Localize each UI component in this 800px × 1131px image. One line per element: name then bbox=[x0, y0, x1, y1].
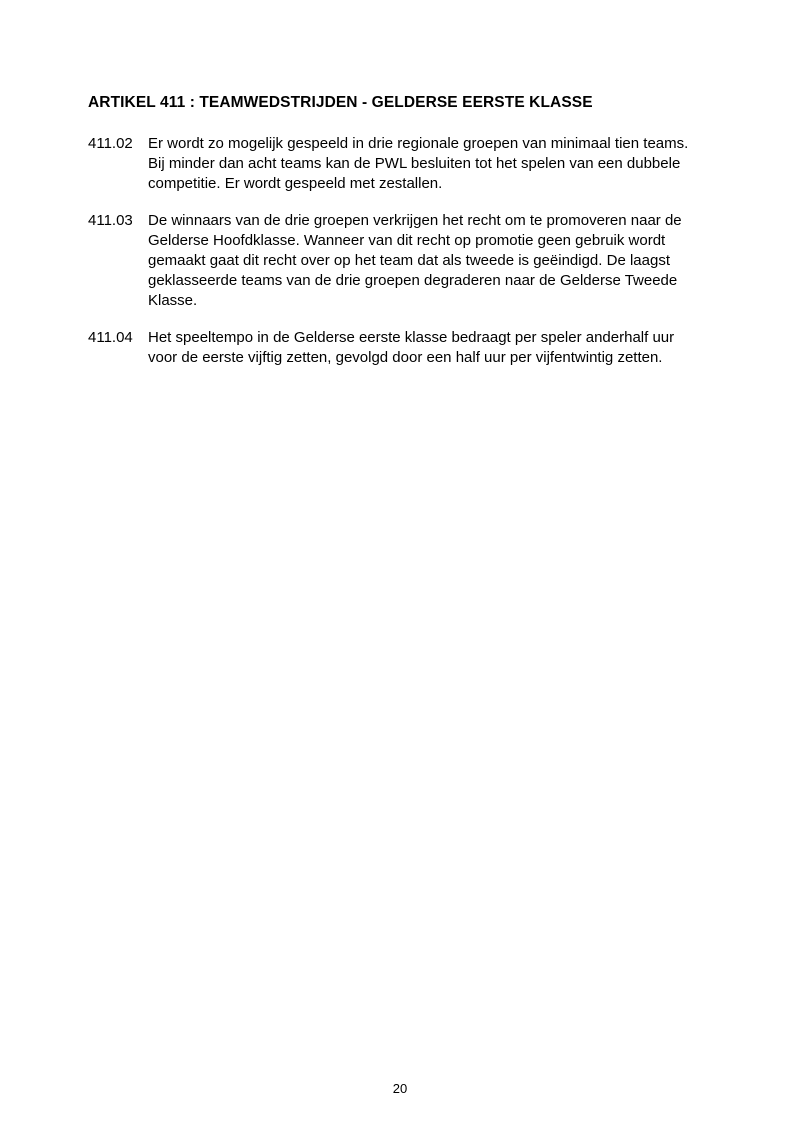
clause-411-04 bbox=[88, 328, 704, 368]
clause-411-03 bbox=[88, 211, 704, 311]
clause-text: Het speeltempo in de Gelderse eerste klasse bedraagt per speler anderhalf uur voor de eerste vijftig zetten, gevolgd door een half uur per vijfentwintig zetten. bbox=[148, 329, 675, 366]
clause-number: 411.03 bbox=[88, 212, 133, 229]
clause-text: De winnaars van de drie groepen verkrijgen het recht om te promoveren naar de Gelderse Hoofdklasse. Wanneer van dit recht op promotie geen gebruik wordt gemaakt gaat dit recht over op het team dat als tweede is geëindigd. De laagst geklasseerde teams van de drie groepen degraderen naar de Gelderse Tweede Klasse. bbox=[148, 212, 682, 309]
page-title: ARTIKEL 411 : TEAMWEDSTRIJDEN - GELDERSE EERSTE KLASSE bbox=[88, 94, 593, 111]
clause-411-02 bbox=[88, 134, 704, 194]
document-body bbox=[88, 93, 704, 368]
clause-text: Er wordt zo mogelijk gespeeld in drie regionale groepen van minimaal tien teams. Bij minder dan acht teams kan de PWL besluiten tot het spelen van een dubbele competitie. Er wordt gespeeld met zestallen. bbox=[148, 135, 689, 192]
clause-number: 411.02 bbox=[88, 135, 133, 152]
page-number: 20 bbox=[392, 1081, 408, 1096]
clause-number: 411.04 bbox=[88, 329, 133, 346]
